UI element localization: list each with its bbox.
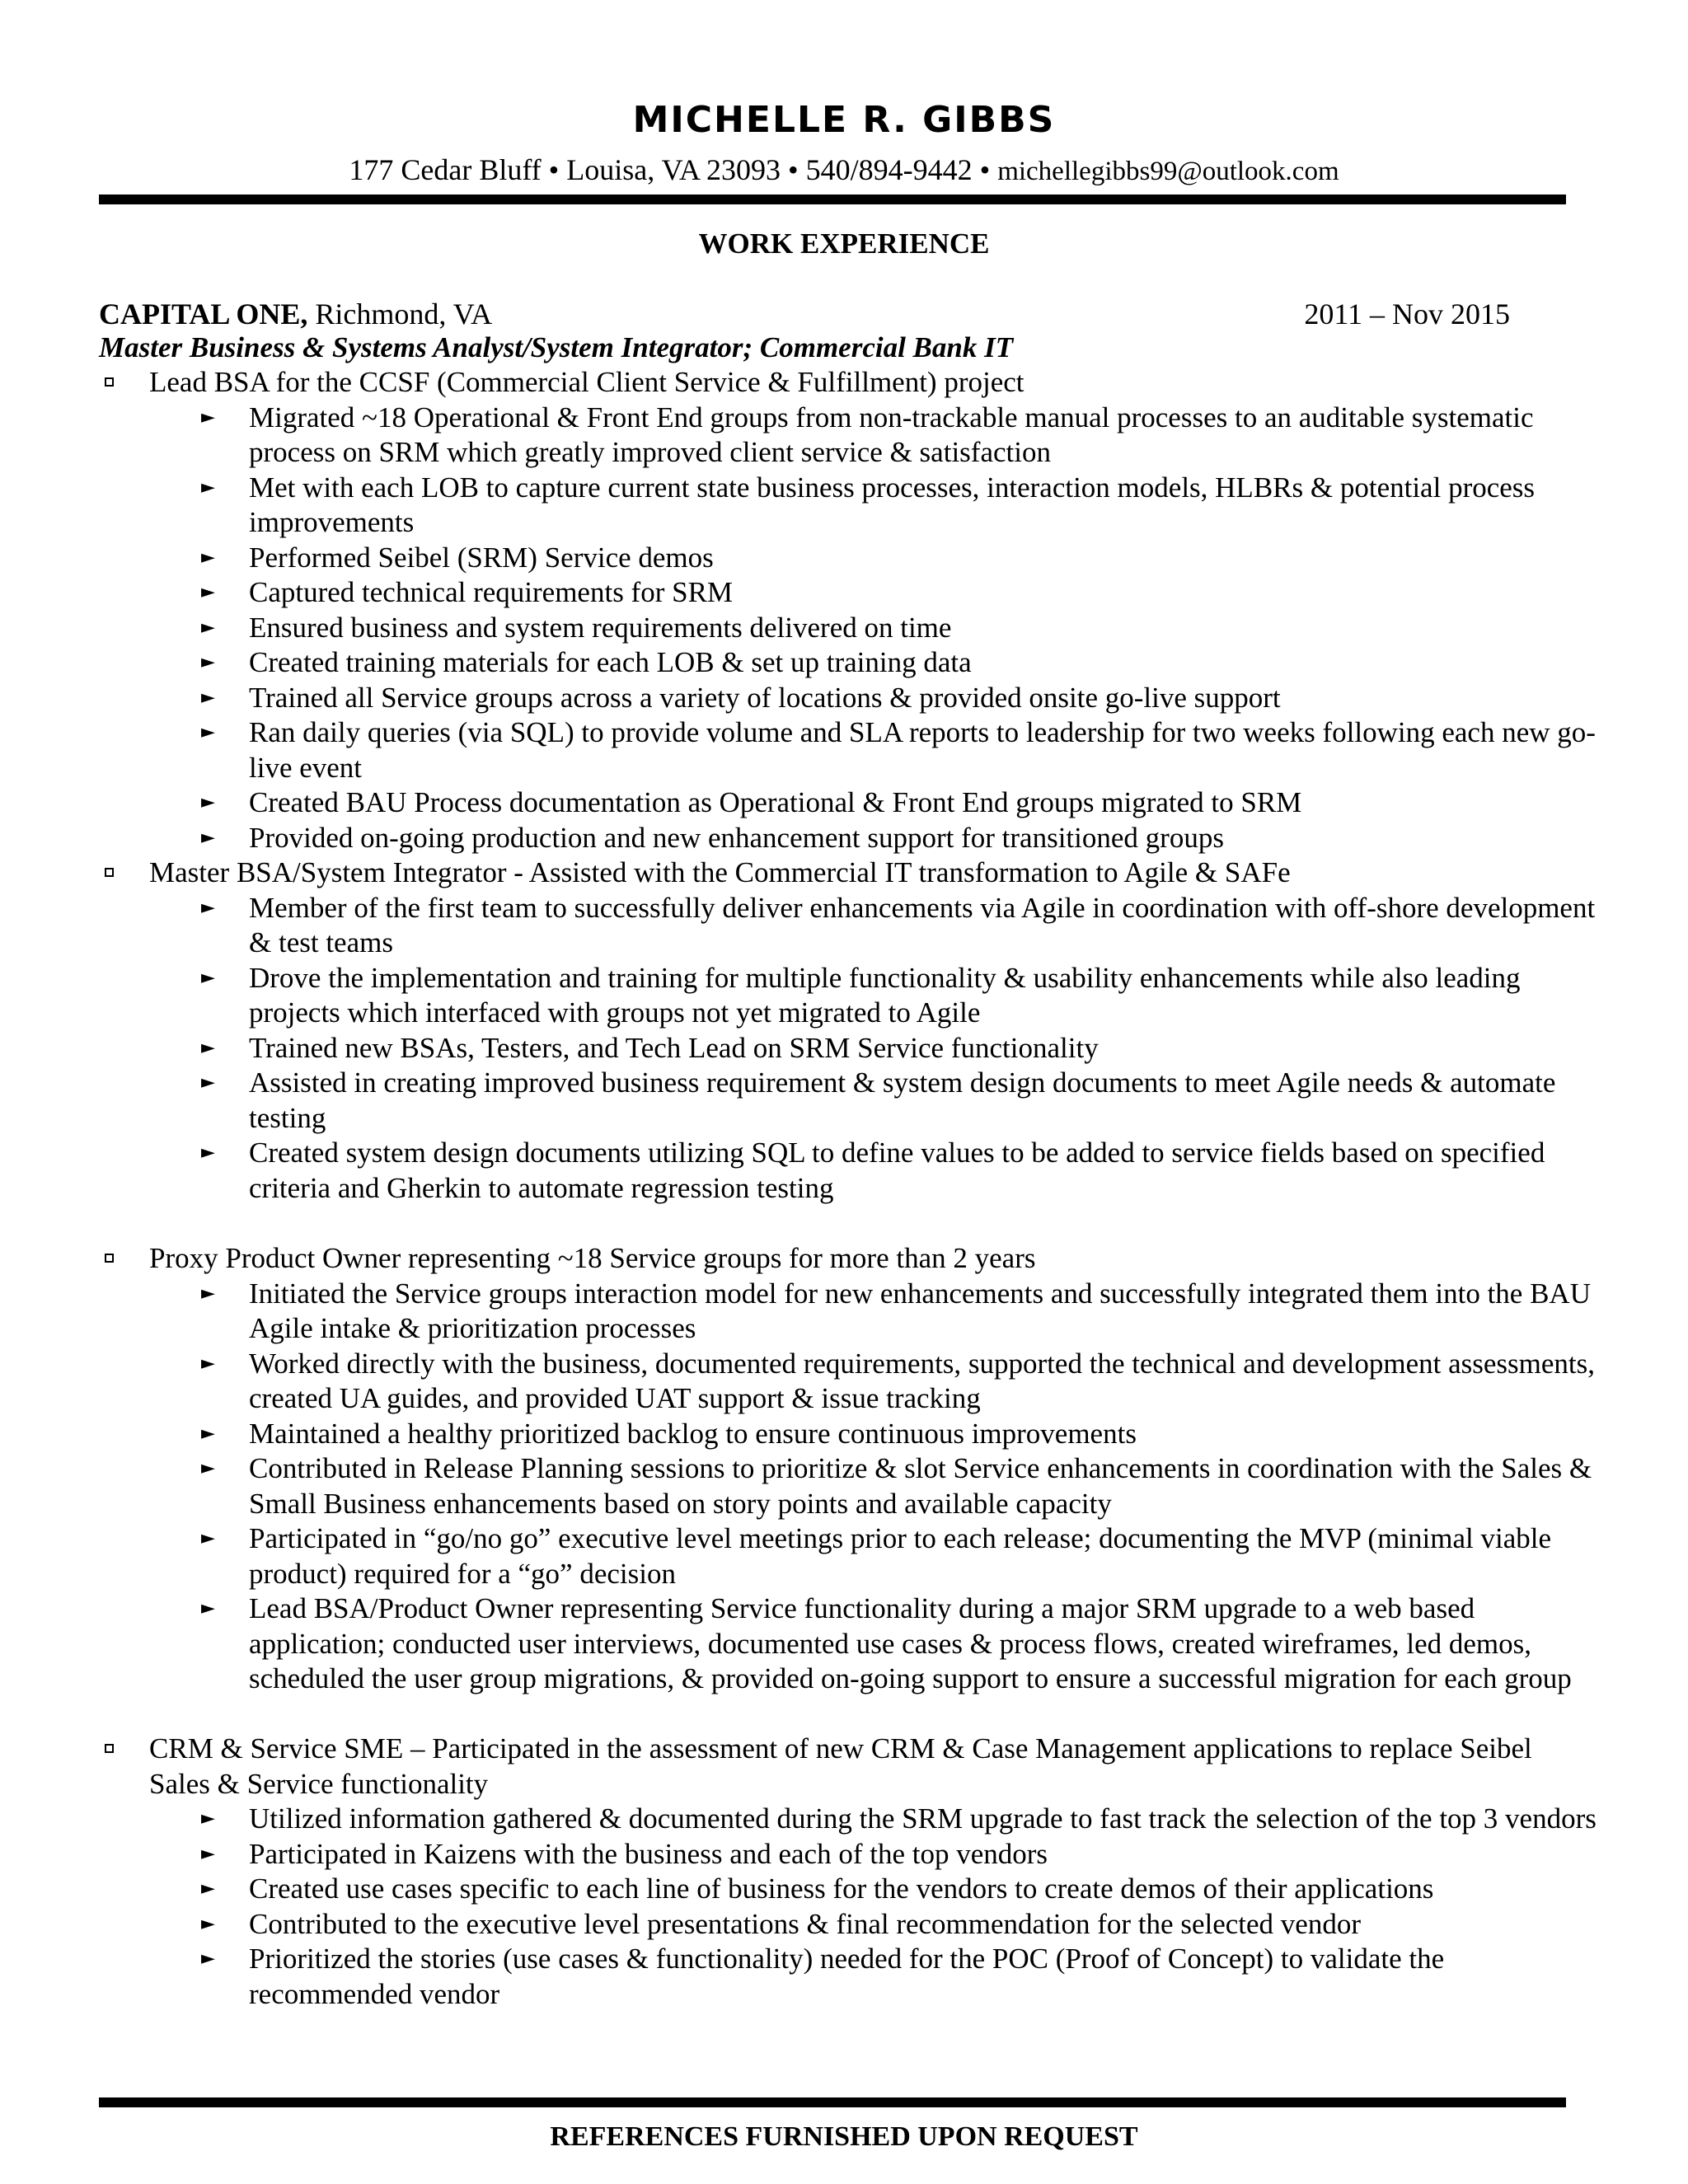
checkbox-bullet-icon [105, 1744, 114, 1753]
triangle-bullet-icon: ► [201, 1843, 215, 1864]
group-heading-text: Proxy Product Owner representing ~18 Service groups for more than 2 years [149, 1242, 1036, 1274]
triangle-bullet-icon: ► [201, 687, 215, 708]
list-item: ► Ensured business and system requirements delivered on time [0, 611, 1601, 646]
list-item: ► Trained new BSAs, Testers, and Tech Lead on SRM Service functionality [0, 1031, 1601, 1066]
list-item: ► Trained all Service groups across a variety of locations & provided onsite go-live support [0, 681, 1601, 716]
triangle-bullet-icon: ► [201, 1037, 215, 1058]
list-item: ► Lead BSA/Product Owner representing Service functionality during a major SRM upgrade to a web based application; conducted user interviews, documented use cases & process flows, created wireframes, led demos, scheduled the user group migrations, & provided on-going support to ensure a successful migration for each group [201, 1592, 1572, 1694]
list-item: ► Utilized information gathered & documented during the SRM upgrade to fast track the selection of the top 3 vendors [0, 1802, 1601, 1837]
triangle-bullet-icon: ► [201, 652, 215, 673]
triangle-bullet-icon: ► [201, 1528, 215, 1549]
candidate-name: MICHELLE R. GIBBS [632, 99, 1056, 141]
experience-group [0, 855, 1688, 1206]
list-item: ► Worked directly with the business, documented requirements, supported the technical and development assessments, created UA guides, and provided UAT support & issue tracking [201, 1347, 1596, 1414]
list-item: ► Met with each LOB to capture current state business processes, interaction models, HLBRs & potential process improvements [201, 471, 1536, 538]
employer-location: Richmond, VA [315, 298, 493, 330]
list-item: ► Ran daily queries (via SQL) to provide volume and SLA reports to leadership for two weeks following each new go-live event [201, 716, 1596, 784]
triangle-bullet-icon: ► [201, 967, 215, 988]
address: 177 Cedar Bluff [349, 153, 542, 186]
list-item: ► Migrated ~18 Operational & Front End groups from non-trackable manual processes to an auditable systematic process on SRM which greatly improved client service & satisfaction [201, 401, 1534, 468]
triangle-bullet-icon: ► [201, 792, 215, 813]
checkbox-bullet-icon [105, 868, 114, 877]
section-title: WORK EXPERIENCE [698, 227, 990, 260]
list-item: ► Contributed to the executive level presentations & final recommendation for the selected vendor [0, 1907, 1601, 1943]
triangle-bullet-icon: ► [201, 616, 215, 638]
triangle-bullet-icon: ► [201, 897, 215, 918]
list-item: ► Initiated the Service groups interaction model for new enhancements and successfully integrated them into the BAU Agile intake & prioritization processes [201, 1277, 1591, 1344]
employer-info [99, 297, 492, 331]
group-heading-text: Master BSA/System Integrator - Assisted with the Commercial IT transformation to Agile & SAFe [149, 856, 1291, 888]
employment-dates: 2011 – Nov 2015 [1304, 298, 1510, 330]
footer-divider [99, 2097, 1566, 2107]
triangle-bullet-icon: ► [201, 1282, 215, 1304]
list-item: ► Provided on-going production and new enhancement support for transitioned groups [0, 821, 1601, 856]
triangle-bullet-icon: ► [201, 1142, 215, 1163]
list-item: ► Prioritized the stories (use cases & functionality) needed for the POC (Proof of Concept) to validate the recommended vendor [201, 1943, 1445, 2010]
triangle-bullet-icon: ► [201, 476, 215, 498]
list-item: ► Created use cases specific to each line of business for the vendors to create demos of their applications [0, 1872, 1601, 1907]
city-state-zip: Louisa, VA 23093 [566, 153, 781, 186]
triangle-bullet-icon: ► [201, 1913, 215, 1934]
triangle-bullet-icon: ► [201, 1352, 215, 1374]
employer-line [99, 297, 1510, 331]
group-heading [0, 855, 1600, 891]
email-link[interactable]: michellegibbs99@outlook.com [997, 157, 1339, 186]
list-item: ► Member of the first team to successfully deliver enhancements via Agile in coordination with off-shore development & test teams [201, 891, 1596, 958]
experience-group [0, 365, 1688, 855]
triangle-bullet-icon: ► [201, 1878, 215, 1899]
list-item: ► Drove the implementation and training for multiple functionality & usability enhancements while also leading projects which interfaced with groups not yet migrated to Agile [201, 961, 1521, 1029]
list-item: ► Assisted in creating improved business requirement & system design documents to meet Agile needs & automate testing [201, 1066, 1556, 1134]
triangle-bullet-icon: ► [201, 1598, 215, 1619]
separator: • [979, 153, 991, 186]
list-item: ► Created BAU Process documentation as Operational & Front End groups migrated to SRM [0, 785, 1601, 821]
triangle-bullet-icon: ► [201, 546, 215, 568]
list-item: ► Captured technical requirements for SRM [0, 575, 1601, 611]
triangle-bullet-icon: ► [201, 1458, 215, 1479]
separator: • [787, 153, 799, 186]
group-heading [0, 1241, 1600, 1277]
triangle-bullet-icon: ► [201, 722, 215, 743]
list-item: ► Performed Seibel (SRM) Service demos [0, 541, 1601, 576]
list-item: ► Participated in “go/no go” executive level meetings prior to each release; documenting the MVP (minimal viable product) required for a “go” decision [201, 1522, 1552, 1590]
group-heading-text: Lead BSA for the CCSF (Commercial Client Service & Fulfillment) project [149, 366, 1025, 398]
experience-group [0, 1732, 1688, 2012]
group-heading-text: CRM & Service SME – Participated in the assessment of new CRM & Case Management applications to replace Seibel Sales & Service functionality [149, 1732, 1532, 1800]
group-heading [0, 365, 1600, 401]
header-divider [99, 194, 1566, 204]
list-item: ► Contributed in Release Planning sessions to prioritize & slot Service enhancements in coordination with the Sales & Small Business enhancements based on story points and available capacity [201, 1452, 1592, 1520]
experience-group [0, 1241, 1688, 1697]
checkbox-bullet-icon [105, 377, 114, 387]
group-heading [0, 1732, 1600, 1802]
list-item: ► Maintained a healthy prioritized backlog to ensure continuous improvements [0, 1417, 1601, 1452]
job-title: Master Business & Systems Analyst/System Integrator; Commercial Bank IT [99, 331, 1014, 363]
triangle-bullet-icon: ► [201, 1072, 215, 1093]
references-note: REFERENCES FURNISHED UPON REQUEST [550, 2121, 1138, 2152]
list-item: ► Participated in Kaizens with the business and each of the top vendors [0, 1837, 1601, 1872]
separator: • [548, 153, 560, 186]
checkbox-bullet-icon [105, 1254, 114, 1263]
triangle-bullet-icon: ► [201, 1948, 215, 1969]
list-item: ► Created system design documents utilizing SQL to define values to be added to service fields based on specified criteria and Gherkin to automate regression testing [201, 1137, 1545, 1204]
employer-name: CAPITAL ONE, [99, 298, 308, 330]
triangle-bullet-icon: ► [201, 1808, 215, 1829]
contact-line [0, 152, 1688, 187]
triangle-bullet-icon: ► [201, 827, 215, 848]
phone: 540/894-9442 [805, 153, 973, 186]
triangle-bullet-icon: ► [201, 1422, 215, 1444]
list-item: ► Created training materials for each LOB & set up training data [0, 645, 1601, 681]
triangle-bullet-icon: ► [201, 582, 215, 602]
triangle-bullet-icon: ► [201, 406, 215, 428]
